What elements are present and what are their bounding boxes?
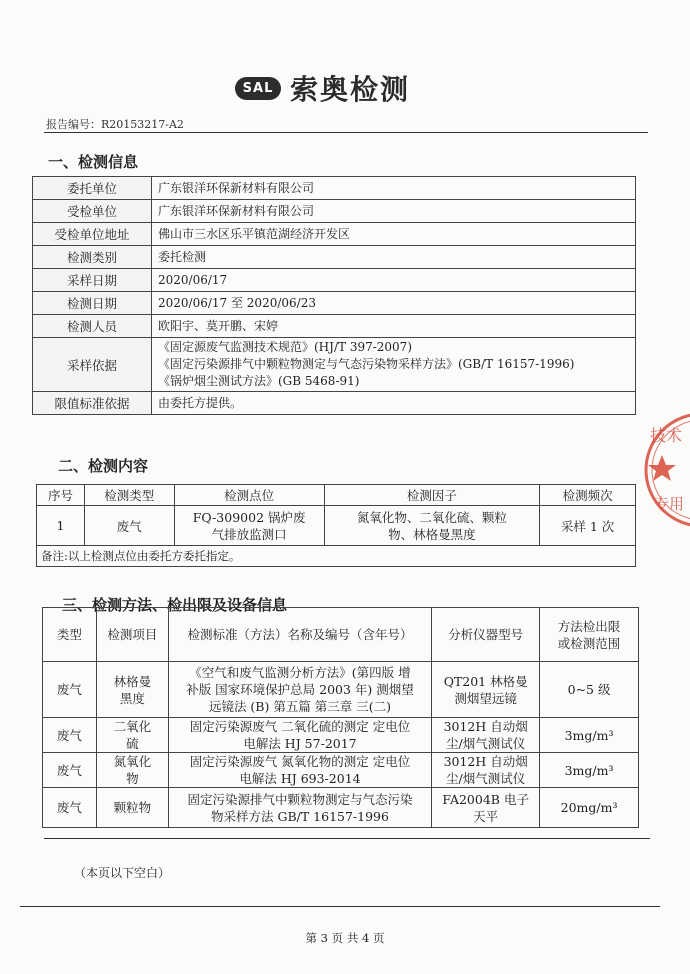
table-cell: 林格曼黑度 [96,662,168,718]
info-label: 限值标准依据 [33,392,152,415]
table-row [43,788,639,828]
info-value [152,269,636,292]
table-cell: 3012H 自动烟尘/烟气测试仪 [432,753,540,788]
info-label: 受检单位 [33,200,152,223]
header-cell: 序号 [37,485,85,506]
header-cell: 类型 [43,608,97,662]
table-cell: 采样 1 次 [540,506,636,546]
info-value [152,177,636,200]
info-value-line: 佛山市三水区乐平镇范湖经济开发区 [158,226,351,241]
info-label: 检测日期 [33,292,152,315]
info-row [33,392,636,415]
info-value-line: 2020/06/17 至 2020/06/23 [158,295,316,310]
info-row [33,338,636,392]
table-cell: 固定污染源废气 氮氧化物的测定 定电位电解法 HJ 693-2014 [168,753,431,788]
company-seal-stamp [640,405,690,535]
table-cell: FA2004B 电子天平 [432,788,540,828]
info-value-line: 由委托方提供。 [158,395,243,410]
info-value [152,292,636,315]
info-row [33,246,636,269]
info-value [152,246,636,269]
info-label: 受检单位地址 [33,223,152,246]
table-note: 备注:以上检测点位由委托方委托指定。 [37,546,636,567]
content-table [36,484,636,567]
info-value-line: 欧阳宇、莫开鹏、宋婷 [158,318,279,333]
table-cell: 废气 [43,753,97,788]
info-row [33,177,636,200]
table-cell: 废气 [43,662,97,718]
info-value-line: 《固定源废气监测技术规范》(HJ/T 397-2007) [158,340,412,354]
table-cell: 二氧化硫 [96,718,168,753]
table-cell: 3012H 自动烟尘/烟气测试仪 [432,718,540,753]
stamp-text-bottom: 专用 [654,495,685,513]
table-cell: 3mg/m³ [540,718,639,753]
header-cell: 检测点位 [174,485,324,506]
table-row [43,662,639,718]
header-cell: 分析仪器型号 [432,608,540,662]
logo-badge [232,73,284,103]
info-value [152,223,636,246]
info-label: 委托单位 [33,177,152,200]
table-row [43,753,639,788]
table-cell: 固定污染源排气中颗粒物测定与气态污染物采样方法 GB/T 16157-1996 [168,788,431,828]
header-cell: 检测频次 [540,485,636,506]
info-row [33,292,636,315]
info-value-line: 2020/06/17 [158,272,228,287]
header-cell: 检测因子 [324,485,540,506]
table-cell: 20mg/m³ [540,788,639,828]
table-cell: 废气 [43,788,97,828]
table-row [43,718,639,753]
info-row [33,223,636,246]
header-cell: 检测标准（方法）名称及编号（含年号） [168,608,431,662]
table-cell: 《空气和废气监测分析方法》(第四版 增补版 国家环境保护总局 2003 年) 测烟望远镜法 (B) 第五篇 第三章 三(二) [168,662,431,718]
logo-text: 索奥检测 [290,73,411,106]
info-label: 采样依据 [33,338,152,392]
table-cell: 氮氧化物 [96,753,168,788]
info-row [33,269,636,292]
header-cell: 检测类型 [84,485,174,506]
info-value-line: 广东银洋环保新材料有限公司 [158,203,315,218]
stamp-text-top: 技术 [650,426,683,445]
logo-badge-text: SAL [235,77,282,100]
table-cell: 氮氧化物、二氧化硫、颗粒物、林格曼黑度 [324,506,540,546]
info-row [33,315,636,338]
header-cell: 方法检出限或检测范围 [540,608,639,662]
table-cell: 废气 [43,718,97,753]
section1-title: 一、检测信息 [48,153,139,171]
table-cell: 0~5 级 [540,662,639,718]
info-value [152,338,636,392]
blank-note: （本页以下空白） [74,866,171,880]
info-value [152,200,636,223]
info-value [152,315,636,338]
report-number: 报告编号：R20153217-A2 [46,118,184,131]
body-divider [44,838,650,839]
table-cell: 颗粒物 [96,788,168,828]
info-label: 检测人员 [33,315,152,338]
table-cell: 1 [37,506,85,546]
header-divider [44,132,648,133]
table-cell: FQ-309002 锅炉废气排放监测口 [174,506,324,546]
footer-divider [20,906,660,907]
info-value-line: 广东银洋环保新材料有限公司 [158,180,315,195]
info-label: 采样日期 [33,269,152,292]
table-cell: 固定污染源废气 二氧化硫的测定 定电位电解法 HJ 57-2017 [168,718,431,753]
section2-title: 二、检测内容 [58,457,149,475]
header-cell: 检测项目 [96,608,168,662]
info-value [152,392,636,415]
info-table [32,176,636,415]
table-cell: 废气 [84,506,174,546]
info-label: 检测类别 [33,246,152,269]
page-number: 第 3 页 共 4 页 [305,931,385,945]
info-value-line: 《锅炉烟尘测试方法》(GB 5468-91) [158,374,360,388]
section3-title: 三、检测方法、检出限及设备信息 [62,596,288,614]
info-value-line: 委托检测 [158,249,207,264]
table-cell: QT201 林格曼测烟望远镜 [432,662,540,718]
table-cell: 3mg/m³ [540,753,639,788]
info-value-line: 《固定污染源排气中颗粒物测定与气态污染物采样方法》(GB/T 16157-1996) [158,357,575,371]
company-logo [232,70,410,106]
method-table [42,607,639,828]
info-row [33,200,636,223]
